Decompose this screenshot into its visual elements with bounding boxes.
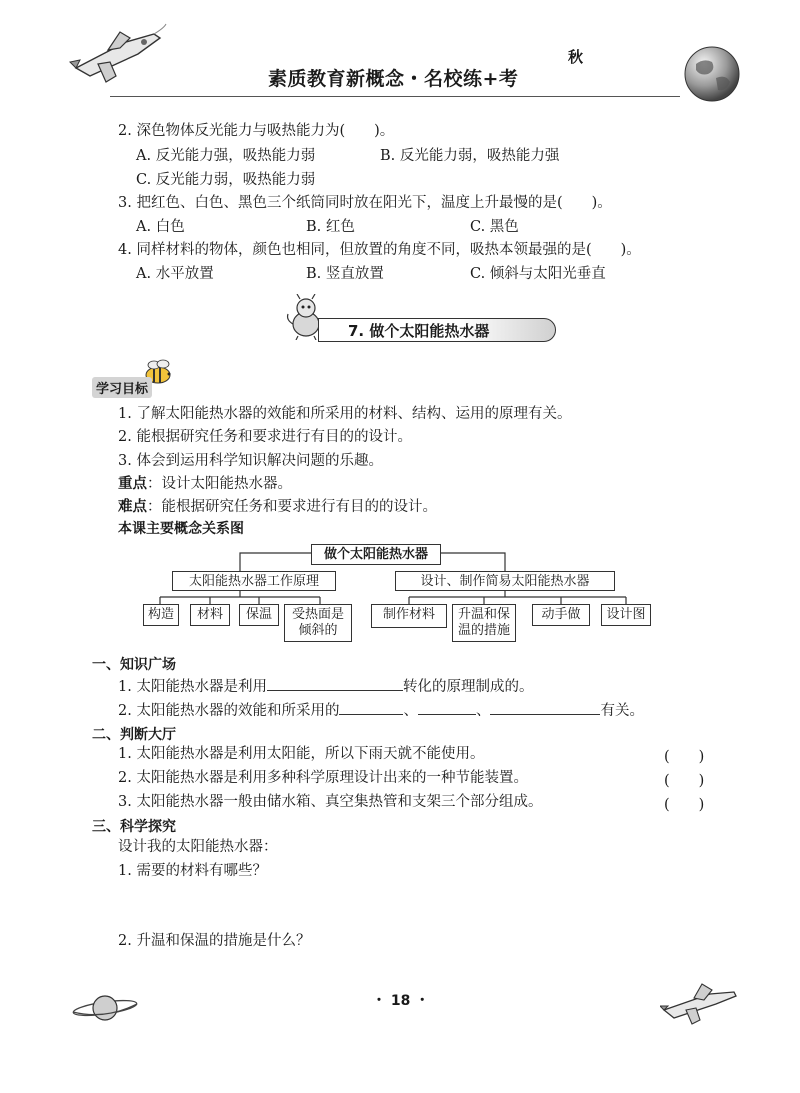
key-point-label: 重点 (118, 476, 147, 492)
separator: 、 (403, 703, 418, 719)
judge-item-2: 2. 太阳能热水器是利用多种科学原理设计出来的一种节能装置。 (118, 770, 528, 786)
map-node-tilted-surface: 受热面是倾斜的 (284, 604, 352, 642)
map-node-design-drawing: 设计图 (601, 604, 651, 626)
judge-answer-2[interactable]: ( ) (664, 773, 705, 789)
judge-item-3: 3. 太阳能热水器一般由储水箱、真空集热管和支架三个部分组成。 (118, 794, 543, 810)
judge-answer-3[interactable]: ( ) (664, 797, 705, 813)
option-3c: C. 黑色 (470, 219, 519, 235)
goal-item-1: 1. 了解太阳能热水器的效能和所采用的材料、结构、运用的原理有关。 (118, 406, 572, 422)
goal-item-3: 3. 体会到运用科学知识解决问题的乐趣。 (118, 453, 383, 469)
section-2-title: 二、判断大厅 (92, 727, 176, 743)
option-3b: B. 红色 (306, 219, 355, 235)
option-4c: C. 倾斜与太阳光垂直 (470, 266, 606, 282)
saturn-icon (70, 990, 140, 1026)
lesson-title: 7. 做个太阳能热水器 (348, 322, 490, 340)
map-node-hands-on: 动手做 (532, 604, 590, 626)
explore-q2: 2. 升温和保温的措施是什么？ (118, 933, 311, 949)
explore-q1: 1. 需要的材料有哪些？ (118, 863, 267, 879)
judge-item-1: 1. 太阳能热水器是利用太阳能，所以下雨天就不能使用。 (118, 746, 485, 762)
space-shuttle-icon (660, 980, 740, 1030)
option-2a: A. 反光能力强，吸热能力弱 (136, 148, 316, 164)
map-root: 做个太阳能热水器 (311, 544, 441, 565)
option-4b: B. 竖直放置 (306, 266, 384, 282)
knowledge-q2 (118, 700, 644, 720)
map-node-insulation: 保温 (239, 604, 279, 626)
goal-item-2: 2. 能根据研究任务和要求进行有目的的设计。 (118, 429, 412, 445)
map-left-branch: 太阳能热水器工作原理 (172, 571, 336, 591)
map-node-material: 材料 (190, 604, 230, 626)
season-label: 秋 (568, 48, 584, 66)
answer-blank[interactable] (418, 700, 476, 715)
goals-label: 学习目标 (92, 377, 152, 398)
key-point-text: ：设计太阳能热水器。 (147, 476, 292, 492)
page-number: ・ 18 ・ (372, 993, 430, 1009)
difficult-point-text: ：能根据研究任务和要求进行有目的的设计。 (147, 499, 437, 515)
separator: 、 (475, 703, 491, 719)
section-1-title: 一、知识广场 (92, 657, 176, 673)
map-right-branch: 设计、制作简易太阳能热水器 (395, 571, 615, 591)
explore-intro: 设计我的太阳能热水器： (118, 839, 278, 855)
difficult-point-label: 难点 (118, 499, 147, 515)
knowledge-q2-text: 2. 太阳能热水器的效能和所采用的 (118, 703, 340, 719)
knowledge-q1 (118, 676, 533, 696)
page-header-title: 素质教育新概念・名校练+考 (268, 68, 519, 90)
question-3: 3. 把红色、白色、黑色三个纸筒同时放在阳光下，温度上升最慢的是( )。 (118, 195, 612, 211)
answer-blank[interactable] (267, 676, 403, 691)
map-node-structure: 构造 (143, 604, 179, 626)
answer-blank[interactable] (339, 700, 403, 715)
knowledge-q2-suffix: 有关。 (600, 703, 644, 719)
option-4a: A. 水平放置 (136, 266, 214, 282)
question-4: 4. 同样材料的物体，颜色也相同，但放置的角度不同，吸热本领最强的是( )。 (118, 242, 641, 258)
option-3a: A. 白色 (136, 219, 185, 235)
concept-map-title: 本课主要概念关系图 (118, 521, 244, 537)
knowledge-q1-text: 1. 太阳能热水器是利用 (118, 679, 267, 695)
option-2b: B. 反光能力弱，吸热能力强 (380, 148, 560, 164)
section-3-title: 三、科学探究 (92, 819, 176, 835)
map-node-heating-measures: 升温和保温的措施 (452, 604, 516, 642)
option-2c: C. 反光能力弱，吸热能力弱 (136, 172, 316, 188)
answer-blank[interactable] (490, 700, 600, 715)
map-node-materials: 制作材料 (371, 604, 447, 628)
judge-answer-1[interactable]: ( ) (664, 749, 705, 765)
knowledge-q1-suffix: 转化的原理制成的。 (402, 679, 534, 695)
question-2: 2. 深色物体反光能力与吸热能力为( )。 (118, 123, 395, 139)
